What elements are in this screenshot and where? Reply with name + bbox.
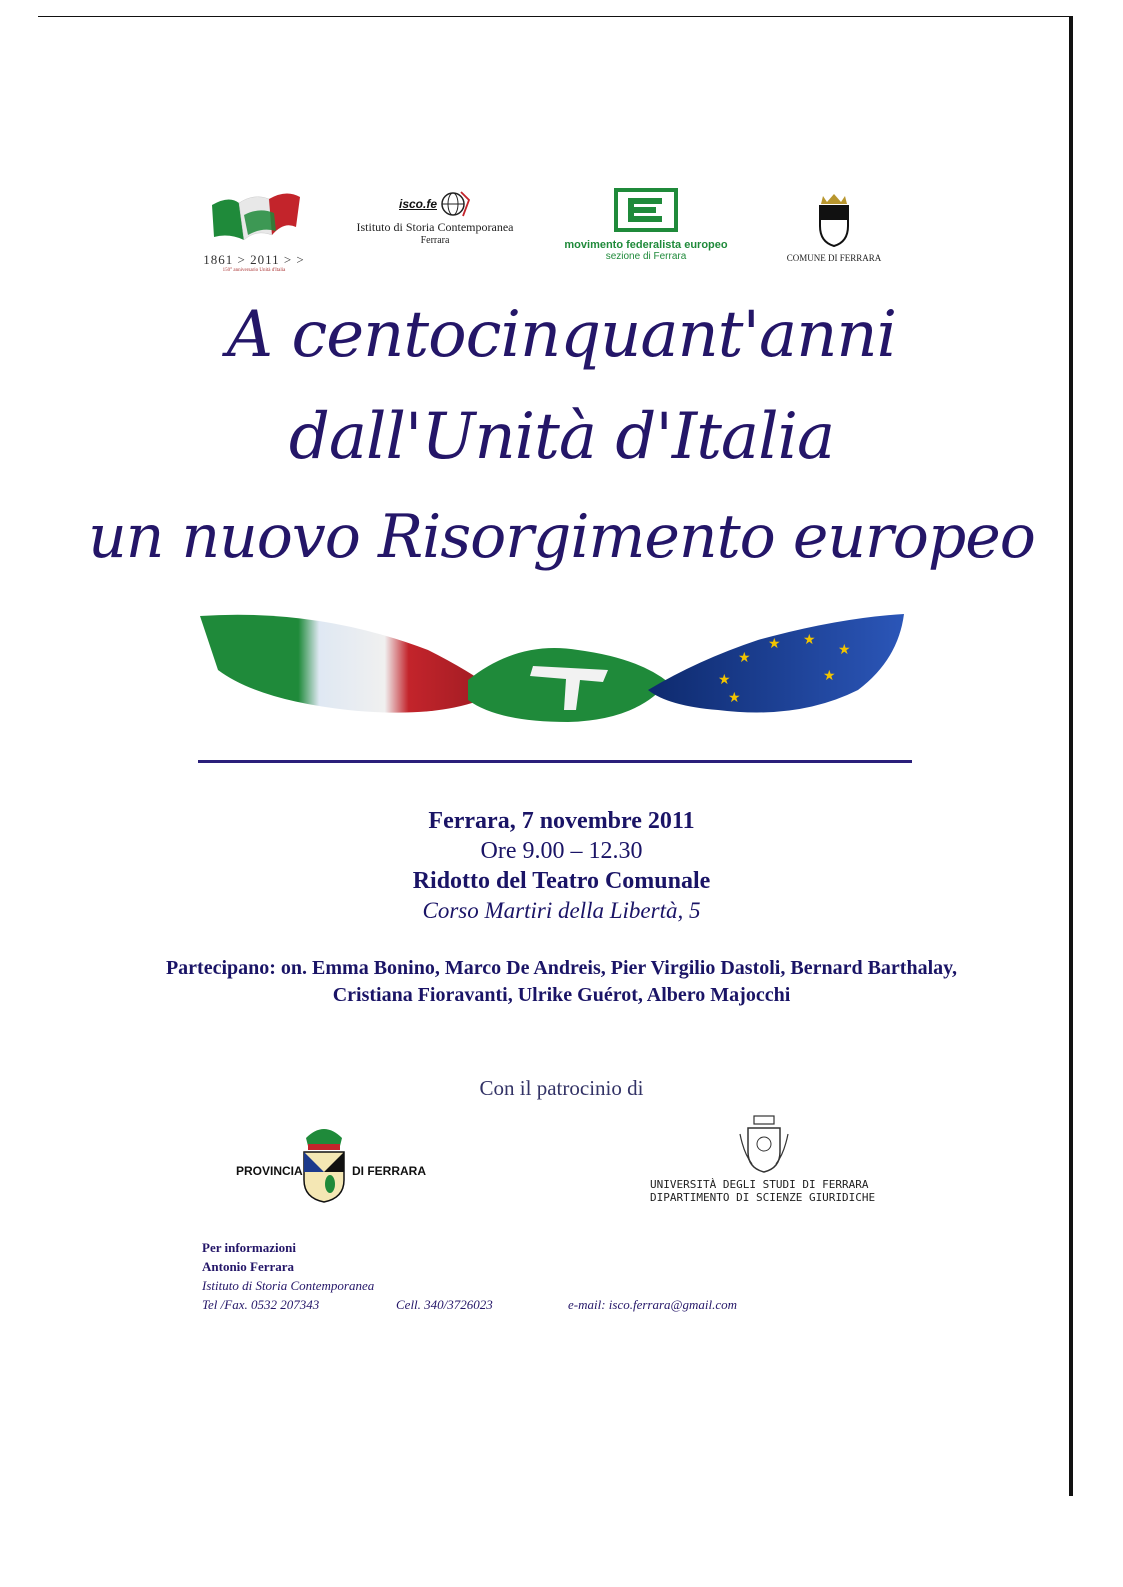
event-time: Ore 9.00 – 12.30 [480, 838, 643, 864]
anniversary-logo [200, 185, 308, 273]
university-department: DIPARTIMENTO DI SCIENZE GIURIDICHE [650, 1191, 876, 1204]
participants-line-2: Cristiana Fioravanti, Ulrike Guérot, Albero Majocchi [332, 984, 791, 1006]
anniversary-caption: 150° anniversario Unità d'Italia [222, 268, 286, 273]
title-line-1: A centocinquant'anni [226, 298, 897, 372]
page-border-top [38, 16, 1073, 17]
title-line-3: un nuovo Risorgimento europeo [88, 502, 1035, 572]
isco-brand: isco.fe [398, 197, 437, 211]
contact-email-link[interactable]: e-mail: isco.ferrara@gmail.com [568, 1297, 738, 1312]
contact-cell: Cell. 340/3726023 [396, 1297, 493, 1312]
divider-rule [198, 760, 912, 763]
comune-shield-icon [815, 192, 853, 248]
isco-name: Istituto di Storia Contemporanea [356, 220, 514, 234]
provincia-right-label: DI FERRARA [352, 1164, 426, 1178]
anniversary-years: 1861 > 2011 > > [203, 252, 305, 267]
event-venue: Ridotto del Teatro Comunale [412, 868, 711, 894]
svg-text:★: ★ [728, 691, 741, 706]
participants-line-1: Partecipano: on. Emma Bonino, Marco De Andreis, Pier Virgilio Dastoli, Bernard Barthalay, [165, 957, 958, 979]
provincia-crest-icon [300, 1118, 348, 1204]
mfe-name: movimento federalista europeo [564, 239, 728, 251]
mfe-e-icon [614, 188, 678, 232]
provincia-logo [236, 1118, 436, 1208]
contact-tel: Tel /Fax. 0532 207343 [202, 1297, 320, 1312]
comune-name: COMUNE DI FERRARA [786, 253, 882, 263]
page-border-right [1069, 16, 1073, 1496]
svg-text:★: ★ [738, 651, 751, 666]
university-seal-icon [738, 1114, 790, 1174]
university-logo [650, 1114, 890, 1204]
provincia-left-label: PROVINCIA [236, 1164, 303, 1178]
contact-heading: Per informazioni [202, 1240, 296, 1255]
event-place-date: Ferrara, 7 novembre 2011 [428, 808, 695, 834]
isco-city: Ferrara [420, 235, 450, 246]
mfe-logo [556, 188, 736, 262]
globe-icon [439, 188, 471, 220]
title-line-2: dall'Unità d'Italia [288, 400, 835, 474]
patronage-heading: Con il patrocinio di [479, 1076, 644, 1100]
svg-text:★: ★ [823, 669, 836, 684]
italian-flag-icon [204, 185, 304, 247]
comune-logo [774, 192, 894, 263]
svg-text:★: ★ [838, 643, 851, 658]
isco-logo [340, 188, 530, 246]
university-name: UNIVERSITÀ DEGLI STUDI DI FERRARA [650, 1178, 869, 1191]
flags-banner-image [198, 610, 908, 730]
svg-text:★: ★ [718, 673, 731, 688]
mfe-section: sezione di Ferrara [605, 251, 687, 262]
contact-name: Antonio Ferrara [202, 1259, 295, 1274]
svg-text:★: ★ [803, 633, 816, 648]
contact-org: Istituto di Storia Contemporanea [202, 1278, 375, 1293]
event-address: Corso Martiri della Libertà, 5 [422, 898, 701, 923]
svg-text:★: ★ [768, 637, 781, 652]
